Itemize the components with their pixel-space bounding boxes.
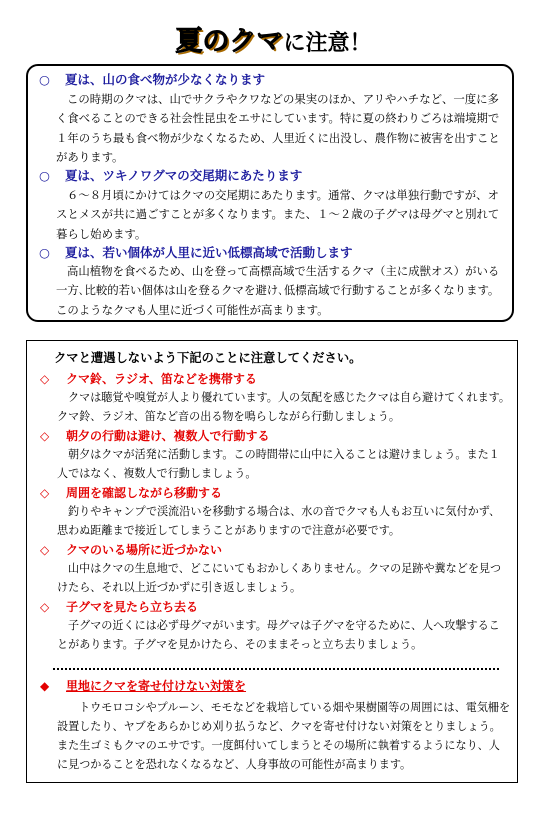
section-body: 高山植物を食べるため、山を登って高標高域で生活するクマ（主に成獣オス）がいる 一方､比較的若い個体は山を登るクマを避け､低標高域で行動することが多くなります。 このようなクマも人里に近づく可能性が高まります。	[56, 264, 500, 317]
tip-body: 釣りやキャンプで渓流沿いを移動する場合は、水の音でクマも人もお互いに気付かず、 思わぬ距離まで接近してしまうことがありますので注意が必要です。	[57, 505, 501, 537]
diamond-bullet-icon: ◇	[40, 543, 50, 557]
diamond-bullet-icon: ◇	[40, 486, 50, 500]
tip-heading: ◇ クマ鈴、ラジオ、笛などを携帯する	[40, 372, 257, 386]
tip-body: 子グマの近くには必ず母グマがいます。母グマは子グマを守るために、人へ攻撃するこ とがあります。子グマを見かけたら、そのままそっと立ち去りましょう。	[57, 619, 500, 651]
tip-heading: ◇ 周囲を確認しながら移動する	[40, 486, 223, 500]
tip-body: クマは聴覚や嗅覚が人より優れています。人の気配を感じたクマは自ら避けてくれます。 クマ鈴、ラジオ、笛など音の出る物を鳴らしながら行動しましょう。	[57, 391, 510, 423]
summer-facts-box	[26, 64, 514, 322]
circle-bullet-icon: ○	[39, 72, 50, 87]
tip-heading: ◇ クマのいる場所に近づかない	[40, 543, 223, 557]
filled-diamond-bullet-icon: ◆	[40, 679, 50, 693]
village-measures-body: トウモロコシやプルーン、モモなどを栽培している畑や果樹園等の周囲には、電気柵を 設置したり、ヤブをあらかじめ刈り払うなど、クマを寄せ付けない対策をとりましょう。 また生ゴミもクマのエサです。一度餌付いてしまうとその場所に執着するようになり、人 に見つかることを恐れなくなるなど、人身事故の可能性が高まります。	[57, 701, 511, 771]
section-body: この時期のクマは、山でサクラやクワなどの果実のほか、アリやハチなど、一度に多 く食べることのできる社会性昆虫をエサにしています。特に夏の終わりごろは端境期で １年のうち最も食べ物が少なくなるため、人里近くに出没し、農作物に被害を出すこと があります。	[56, 92, 500, 165]
circle-bullet-icon: ○	[39, 168, 50, 183]
prevention-intro: クマと遭遇しないよう下記のことに注意してください。	[54, 351, 362, 365]
title-main: 夏のクマ	[175, 26, 284, 57]
dotted-divider	[53, 668, 499, 670]
section-heading: ○ 夏は、山の食べ物が少なくなります	[39, 72, 266, 87]
tip-heading: ◇ 子グマを見たら立ち去る	[40, 600, 199, 614]
section-body: ６～８月頃にかけてはクマの交尾期にあたります。通常、クマは単独行動ですが、オ スとメスが共に過ごすことが多くなります。また、１～２歳の子グマは母グマと別れて 暮らし始めます。	[56, 188, 500, 241]
section-heading: ○ 夏は、ツキノワグマの交尾期にあたります	[39, 168, 303, 183]
prevention-box	[26, 340, 518, 783]
diamond-bullet-icon: ◇	[40, 600, 50, 614]
diamond-bullet-icon: ◇	[40, 372, 50, 386]
circle-bullet-icon: ○	[39, 245, 50, 260]
page-title	[0, 24, 547, 63]
tip-body: 山中はクマの生息地で、どこにいてもおかしくありません。クマの足跡や糞などを見つ けたら、それ以上近づかずに引き返しましょう。	[57, 562, 502, 594]
section-heading: ○ 夏は、若い個体が人里に近い低標高域で活動します	[39, 245, 353, 260]
title-suffix: に注意！	[283, 31, 372, 56]
tip-heading: ◇ 朝夕の行動は避け、複数人で行動する	[40, 429, 270, 443]
diamond-bullet-icon: ◇	[40, 429, 50, 443]
tip-body: 朝夕はクマが活発に活動します。この時間帯に山中に入ることは避けましょう。また１ 人ではなく、複数人で行動しましょう。	[57, 448, 500, 480]
village-measures-heading: ◆ 里地にクマを寄せ付けない対策を	[40, 679, 247, 693]
